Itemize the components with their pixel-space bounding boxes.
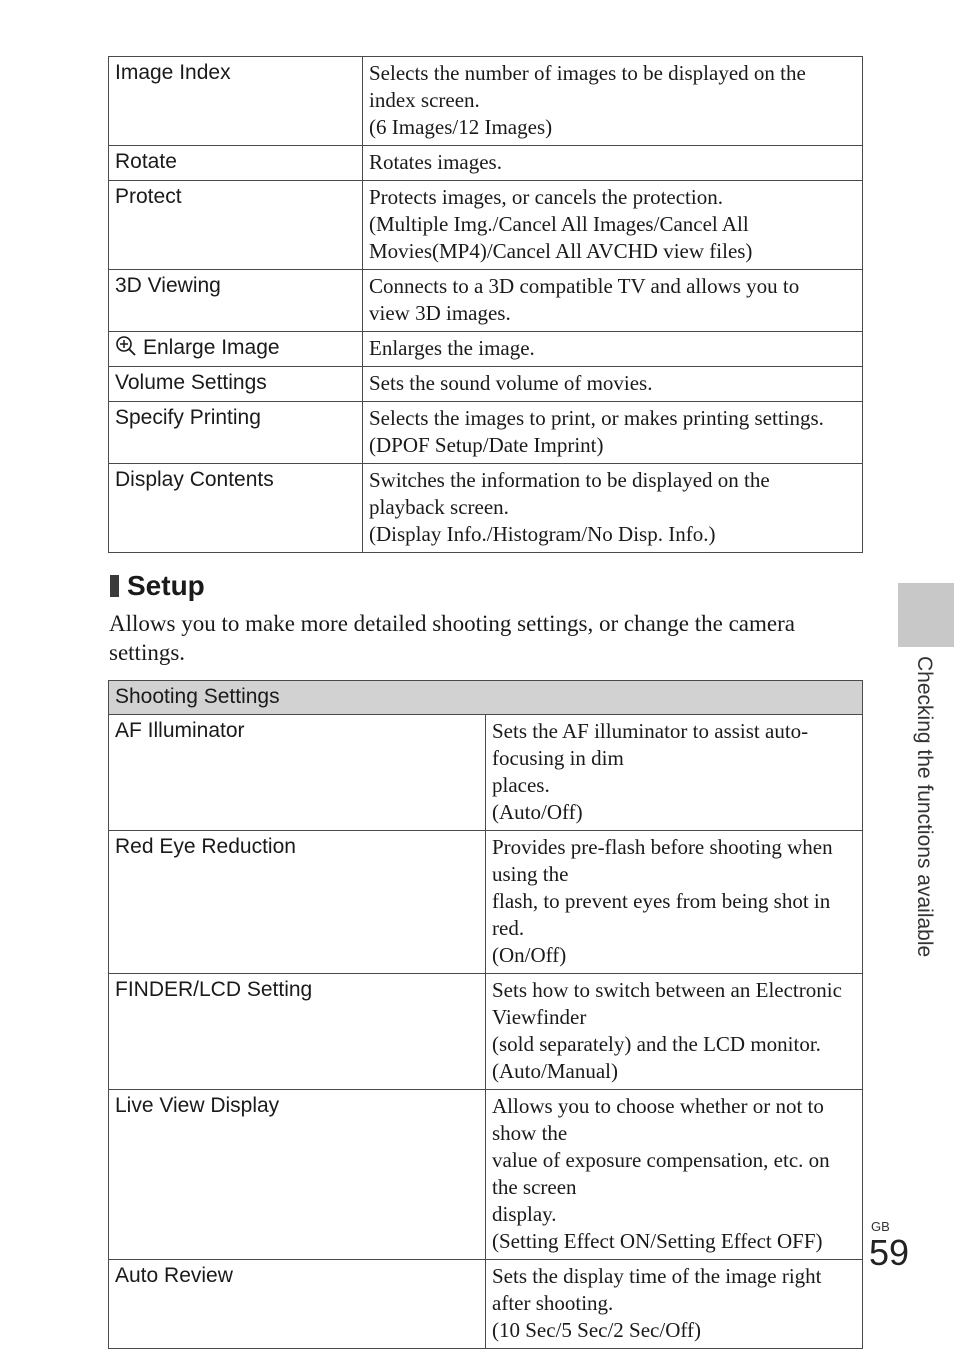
description-line: Enlarges the image.	[369, 336, 535, 360]
shooting-settings-header: Shooting Settings	[109, 681, 863, 715]
table-row	[109, 831, 863, 974]
description-cell	[363, 332, 863, 367]
description-cell	[486, 974, 863, 1090]
term-cell-af-illuminator	[109, 715, 486, 831]
table-row	[109, 715, 863, 831]
description-line: Sets how to switch between an Electronic Viewfinder	[492, 978, 842, 1029]
description-cell	[363, 367, 863, 402]
description-line: value of exposure compensation, etc. on the screen	[492, 1148, 830, 1199]
table-row	[109, 57, 863, 146]
description-line: Rotates images.	[369, 150, 502, 174]
description-line: flash, to prevent eyes from being shot in red.	[492, 889, 831, 940]
term-label: Rotate	[115, 150, 177, 173]
description-line: Connects to a 3D compatible TV and allows you to	[369, 274, 800, 298]
term-label: Enlarge Image	[143, 336, 280, 359]
intro-line: settings.	[109, 640, 186, 665]
term-cell-volume-settings	[109, 367, 363, 402]
zoom-in-icon	[115, 335, 137, 357]
setup-heading	[110, 568, 205, 604]
term-label: Volume Settings	[115, 371, 267, 394]
term-cell-red-eye-reduction	[109, 831, 486, 974]
description-cell	[363, 57, 863, 146]
term-label: FINDER/LCD Setting	[115, 978, 313, 1001]
term-label: Image Index	[115, 61, 231, 84]
term-label: Specify Printing	[115, 406, 261, 429]
description-line: (Setting Effect ON/Setting Effect OFF)	[492, 1229, 823, 1253]
intro-line: Allows you to make more detailed shooting settings, or change the camera	[109, 611, 795, 636]
term-label: Red Eye Reduction	[115, 835, 296, 858]
side-tab-label: Checking the functions available	[913, 656, 936, 958]
term-label: Display Contents	[115, 468, 274, 491]
description-line: Switches the information to be displayed on the	[369, 468, 770, 492]
description-line: (Auto/Manual)	[492, 1059, 618, 1083]
term-cell-live-view-display	[109, 1090, 486, 1260]
description-line: (Multiple Img./Cancel All Images/Cancel All	[369, 212, 749, 236]
setup-intro	[109, 609, 859, 667]
description-cell	[486, 715, 863, 831]
term-cell-image-index	[109, 57, 363, 146]
table-row	[109, 181, 863, 270]
term-cell-finder-lcd-setting	[109, 974, 486, 1090]
term-cell-3d-viewing	[109, 270, 363, 332]
description-cell	[486, 1260, 863, 1349]
table-row	[109, 402, 863, 464]
side-tab	[898, 583, 954, 647]
description-line: Allows you to choose whether or not to show the	[492, 1094, 824, 1145]
section-marker	[110, 575, 119, 597]
description-cell	[363, 270, 863, 332]
term-cell-rotate	[109, 146, 363, 181]
table-row	[109, 367, 863, 402]
playback-table	[108, 56, 863, 553]
table-row	[109, 464, 863, 553]
table-row	[109, 1090, 863, 1260]
description-cell	[486, 1090, 863, 1260]
description-line: Sets the AF illuminator to assist auto-focusing in dim	[492, 719, 809, 770]
section-header-row	[109, 681, 863, 715]
term-label: Protect	[115, 185, 182, 208]
description-line: (On/Off)	[492, 943, 567, 967]
term-cell-auto-review	[109, 1260, 486, 1349]
term-cell-enlarge-image	[109, 332, 363, 367]
table-row	[109, 332, 863, 367]
description-line: display.	[492, 1202, 557, 1226]
description-cell	[363, 181, 863, 270]
description-line: view 3D images.	[369, 301, 511, 325]
table-row	[109, 146, 863, 181]
term-label: Live View Display	[115, 1094, 280, 1117]
description-cell	[363, 146, 863, 181]
description-line: (Auto/Off)	[492, 800, 583, 824]
description-line: (6 Images/12 Images)	[369, 115, 553, 139]
table-row	[109, 270, 863, 332]
description-line: Movies(MP4)/Cancel All AVCHD view files)	[369, 239, 753, 263]
description-line: Selects the number of images to be displayed on the	[369, 61, 806, 85]
description-cell	[363, 402, 863, 464]
term-cell-specify-printing	[109, 402, 363, 464]
setup-heading-text: Setup	[127, 570, 205, 601]
description-cell	[486, 831, 863, 974]
description-cell	[363, 464, 863, 553]
description-line: Provides pre-flash before shooting when using the	[492, 835, 833, 886]
description-line: Protects images, or cancels the protection.	[369, 185, 723, 209]
description-line: playback screen.	[369, 495, 509, 519]
term-cell-protect	[109, 181, 363, 270]
description-line: Selects the images to print, or makes printing settings.	[369, 406, 824, 430]
description-line: places.	[492, 773, 550, 797]
region-label: GB	[871, 1219, 890, 1234]
description-line: index screen.	[369, 88, 480, 112]
term-label: Auto Review	[115, 1264, 233, 1287]
description-line: Sets the sound volume of movies.	[369, 371, 653, 395]
table-row	[109, 1260, 863, 1349]
term-cell-display-contents	[109, 464, 363, 553]
setup-table	[108, 680, 863, 1349]
description-line: (sold separately) and the LCD monitor.	[492, 1032, 821, 1056]
description-line: (Display Info./Histogram/No Disp. Info.)	[369, 522, 716, 546]
description-line: (10 Sec/5 Sec/2 Sec/Off)	[492, 1318, 701, 1342]
table-row	[109, 974, 863, 1090]
term-label: 3D Viewing	[115, 274, 221, 297]
description-line: Sets the display time of the image right after shooting.	[492, 1264, 822, 1315]
description-line: (DPOF Setup/Date Imprint)	[369, 433, 604, 457]
term-label: AF Illuminator	[115, 719, 245, 742]
page-number: 59	[869, 1232, 910, 1273]
